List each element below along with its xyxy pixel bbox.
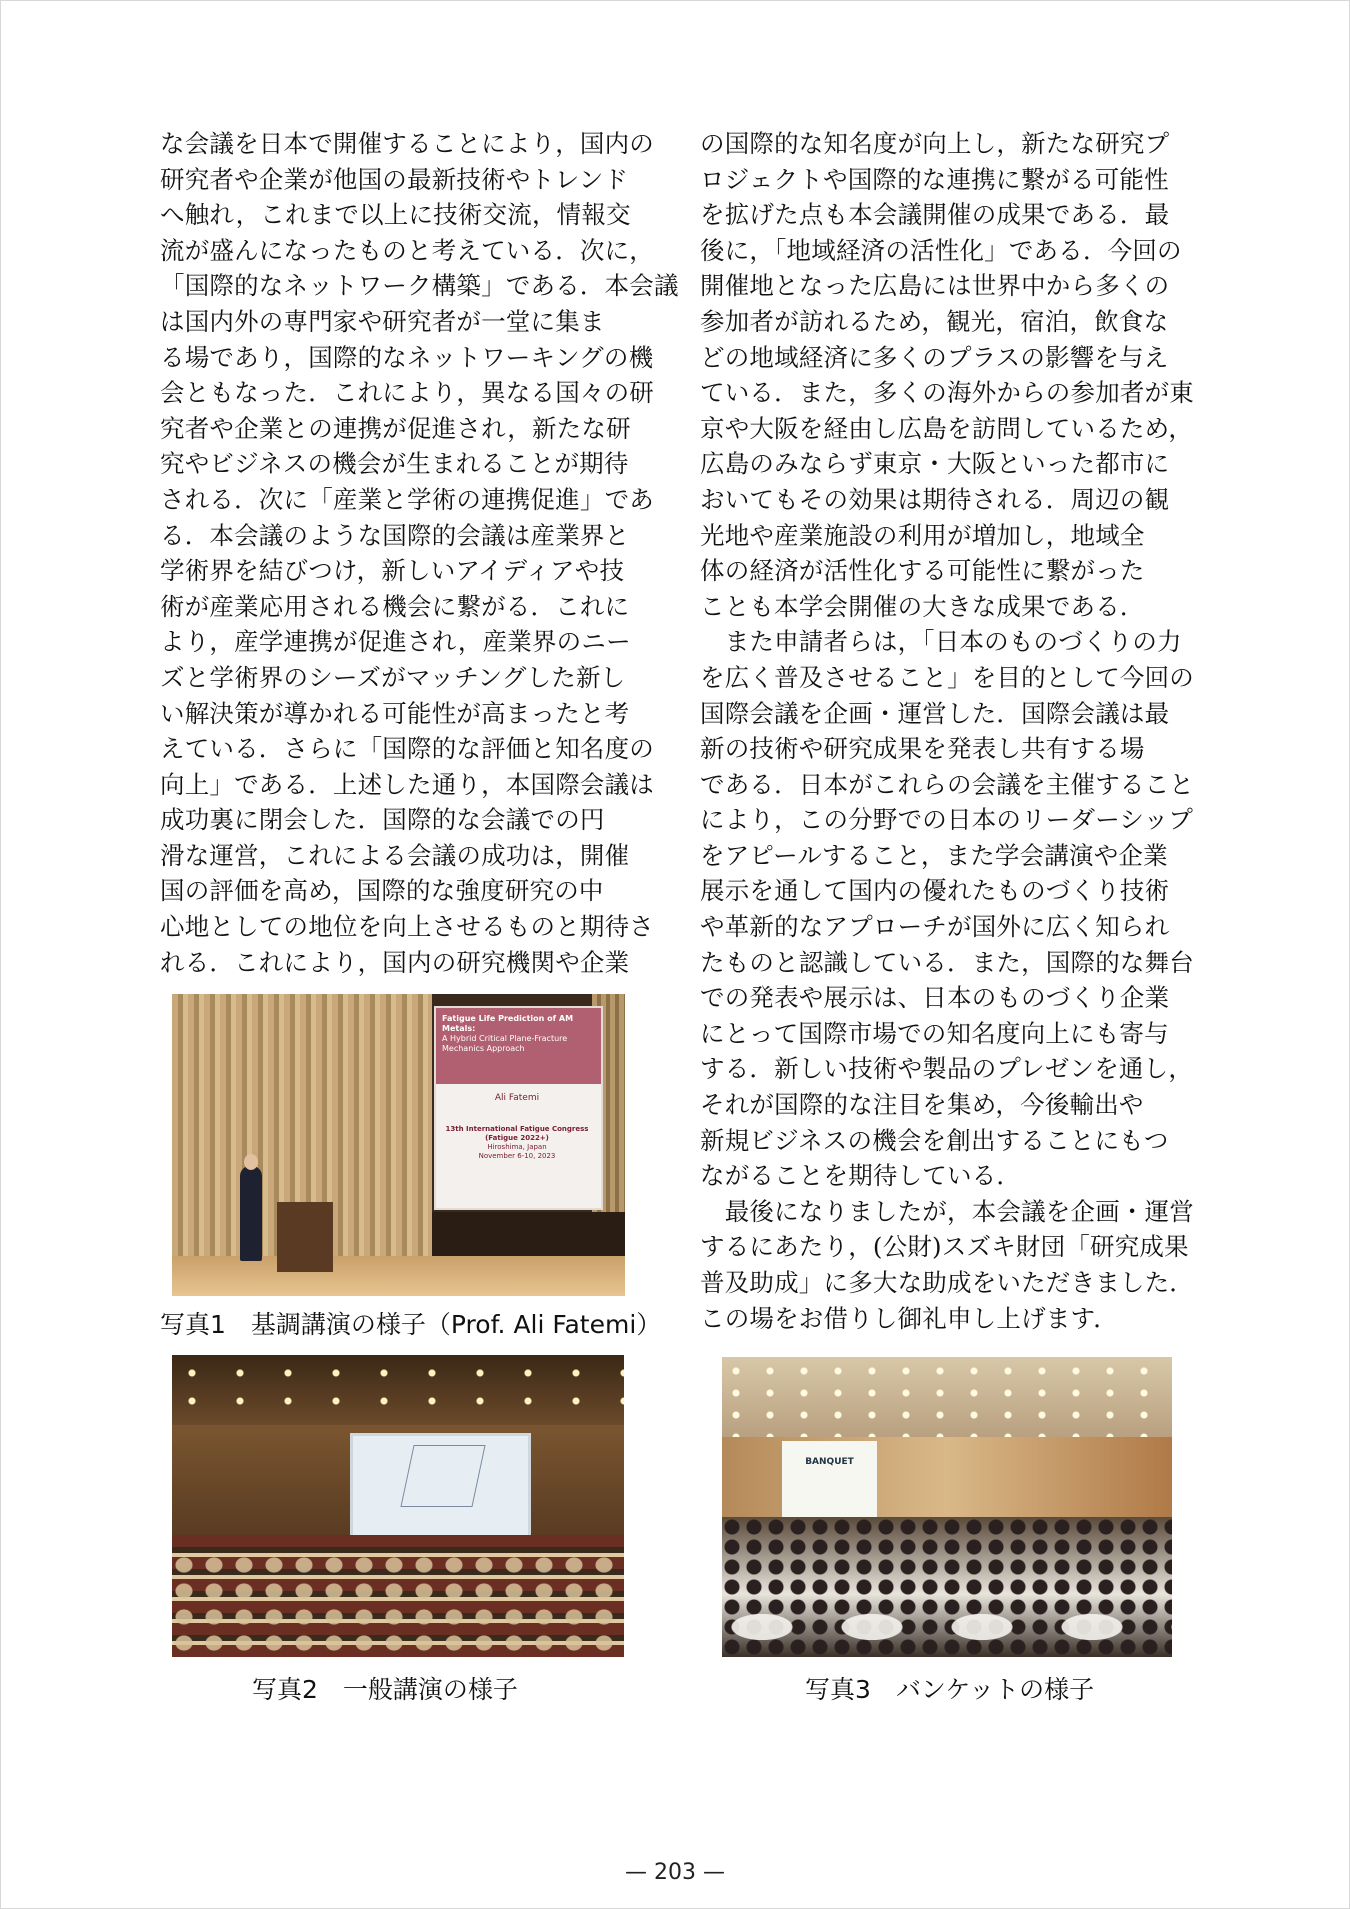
hall-ceiling [172,1355,624,1425]
text-line: 参加者が訪れるため，観光，宿泊，飲食な [700,306,1169,336]
text-line: な会議を日本で開催することにより，国内の [160,129,654,158]
text-line: 心地としての地位を向上させるものと期待さ [160,912,654,942]
photo3-caption: 写真3 バンケットの様子 [805,1675,1095,1704]
text-line: を拡げた点も本会議開催の成果である．最 [700,200,1170,230]
slide-place: Hiroshima, Japan [487,1143,547,1151]
text-line: 国の評価を高め，国際的な強度研究の中 [160,876,604,906]
text-line: をアピールすること，また学会講演や企業 [700,840,1168,870]
slide-title-text [442,1014,592,1054]
page-number: — 203 — [625,1860,725,1885]
text-line: 術が産業応用される機会に繋がる．これに [160,591,630,621]
speaker-head [244,1154,258,1170]
text-line: れる．これにより，国内の研究機関や企業 [160,947,630,977]
text-line: 普及助成」に多大な助成をいただきました． [700,1268,1194,1297]
text-line: 「国際的なネットワーク構築」である．本会議 [160,271,679,301]
audience-chairs [172,1555,624,1657]
podium [277,1202,333,1272]
text-line: 究者や企業との連携が促進され，新たな研 [160,413,631,443]
banquet-banner [782,1441,877,1521]
text-line: ている．また，多くの海外からの参加者が東 [700,378,1194,408]
text-line: それが国際的な注目を集め，今後輸出や [700,1090,1144,1120]
text-line: にとって国際市場での知名度向上にも寄与 [700,1018,1169,1048]
text-line: 光地や産業施設の利用が増加し，地域全 [700,520,1145,550]
text-line: たものと認識している．また，国際的な舞台 [700,947,1194,977]
banquet-photo [722,1357,1172,1657]
left-column-text [160,126,679,980]
text-line: の国際的な知名度が向上し，新たな研究プ [700,129,1170,158]
text-line: 国際会議を企画・運営した．国際会議は最 [700,698,1170,728]
text-line: 研究者や企業が他国の最新技術やトレンド [160,164,629,194]
text-line: 京や大阪を経由し広島を訪問しているため， [700,413,1194,443]
right-column-text [700,126,1205,1336]
text-line: ことも本学会開催の大きな成果である． [700,591,1145,621]
text-line: や革新的なアプローチが国外に広く知られ [700,912,1170,942]
text-line: へ触れ，これまで以上に技術交流，情報交 [160,200,631,230]
text-line: 体の経済が活性化する可能性に繋がった [700,556,1145,586]
text-line: 最後になりましたが，本会議を企画・運営 [700,1196,1194,1226]
text-line: 流が盛んになったものと考えている．次に， [160,235,654,265]
text-line: より，産学連携が促進され，産業界のニー [160,627,631,657]
text-line: ズと学術界のシーズがマッチングした新し [160,662,626,692]
banquet-banner-text: BANQUET [805,1457,854,1467]
text-line: により，この分野での日本のリーダーシップ [700,805,1194,835]
text-line: 新の技術や研究成果を発表し共有する場 [700,734,1145,764]
text-line: 開催地となった広島には世界中から多くの [700,271,1170,301]
slide-date: November 6-10, 2023 [478,1152,556,1160]
slide-body-text [442,1094,592,1161]
stage-floor [172,1256,625,1296]
text-line: 新規ビジネスの機会を創出することにもつ [700,1125,1169,1155]
text-line: を広く普及させること」を目的として今回の [700,662,1194,692]
text-line: するにあたり，(公財)スズキ財団「研究成果 [700,1232,1189,1262]
text-line: である．日本がこれらの会議を主催すること [700,769,1194,799]
text-line: る場であり，国際的なネットワーキングの機 [160,342,654,372]
text-line: での発表や展示は、日本のものづくり企業 [700,983,1170,1013]
text-line: 広島のみならず東京・大阪といった都市に [700,449,1170,479]
slide-conference: 13th International Fatigue Congress (Fatigue 2022+) [445,1125,589,1142]
text-line: どの地域経済に多くのプラスの影響を与え [700,342,1169,372]
slide-diagram [400,1445,485,1507]
general-session-photo [172,1355,624,1657]
speaker [240,1166,262,1261]
text-line: ながることを期待している． [700,1161,1022,1191]
text-line: は国内外の専門家や研究者が一堂に集ま [160,306,605,336]
text-line: る．本会議のような国際的会議は産業界と [160,520,630,550]
text-line: 成功裏に閉会した．国際的な会議での円 [160,805,605,835]
text-line: 展示を通して国内の優れたものづくり技術 [700,876,1170,906]
banquet-ceiling [722,1357,1172,1437]
text-line: この場をお借りし御礼申し上げます． [700,1303,1118,1333]
text-line: い解決策が導かれる可能性が高まったと考 [160,698,630,728]
slide-author: Ali Fatemi [494,1093,540,1103]
text-line: する．新しい技術や製品のプレゼンを通し， [700,1054,1194,1084]
text-line: 究やビジネスの機会が生まれることが期待 [160,449,629,479]
text-line: 後に，「地域経済の活性化」である．今回の [700,235,1182,265]
slide-title: Fatigue Life Prediction of AM Metals: [442,1014,574,1033]
text-line: される．次に「産業と学術の連携促進」であ [160,484,654,514]
text-line: おいてもその効果は期待される．周辺の観 [700,484,1170,514]
photo2-caption: 写真2 一般講演の様子 [252,1675,518,1704]
text-line: ロジェクトや国際的な連携に繋がる可能性 [700,164,1169,194]
slide-subtitle: A Hybrid Critical Plane-Fracture Mechanics Approach [442,1034,568,1053]
text-line: 滑な運営，これによる会議の成功は，開催 [160,840,630,870]
text-line: 学術界を結びつけ，新しいアイディアや技 [160,556,625,586]
photo1-caption: 写真1 基調講演の様子（Prof. Ali Fatemi） [160,1310,662,1339]
keynote-photo [172,994,625,1296]
text-line: えている．さらに「国際的な評価と知名度の [160,734,654,764]
text-line: 会ともなった．これにより，異なる国々の研 [160,378,654,408]
banquet-tables [722,1597,1172,1657]
text-line: 向上」である．上述した通り，本国際会議は [160,769,654,799]
text-line: また申請者らは，「日本のものづくりの力 [700,627,1182,657]
